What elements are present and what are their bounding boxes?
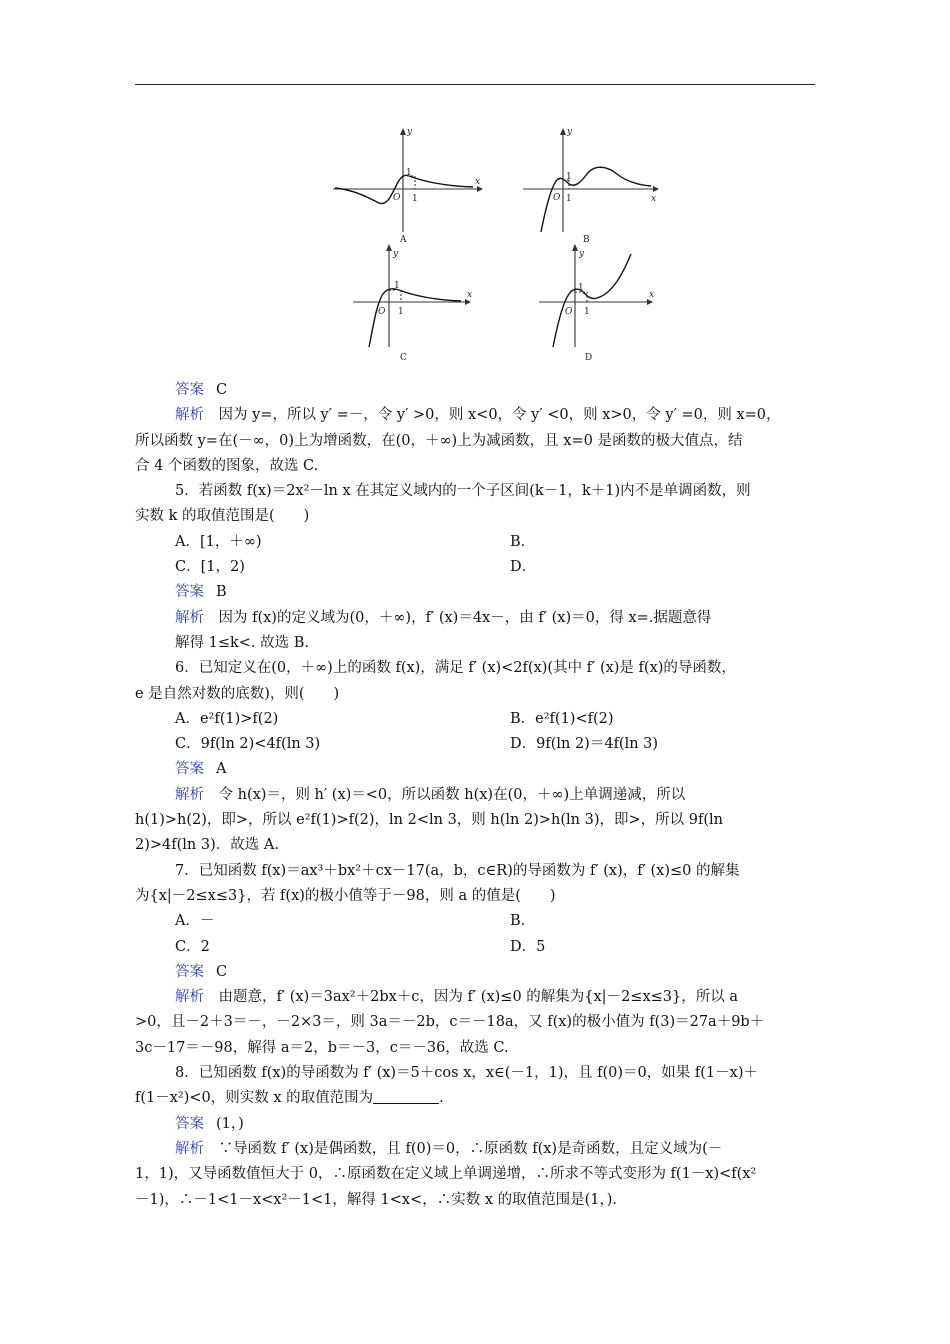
svg-text:y: y [407,127,413,137]
panel-c-label: C [400,353,407,363]
answer-blank[interactable] [373,1089,439,1104]
svg-text:O: O [378,307,386,317]
svg-text:1: 1 [566,194,572,204]
q8-answer: 答案 (1，) [175,1115,244,1132]
panel-a-label: A [400,235,407,245]
svg-text:1: 1 [398,307,404,317]
svg-text:1: 1 [412,194,418,204]
q6-options-row1: A．e²f(1)>f(2) B．e²f(1)<f(2) [175,710,614,727]
graph-panel-d [539,244,653,347]
q5-stem: 5．若函数 f(x)＝2x²－ln x 在其定义域内的一个子区间(k－1，k＋1)内不是单调函数，则 [175,483,751,500]
document-body: 答案 C 解析 因为 y=，所以 y′ =－，令 y′ >0，则 x<0，令 y′ <0，则 x>0，令 y′ =0，则 x=0， 所以函数 y=在(－∞，0)上为增函数，在(0，＋∞)上为减函数，且 x=0 是函数的极大值点，结 合 4 个函数的图象，故选 C. 5．若函数 f(x)＝2x²－ln x 在其定义域内的一个子区间(k－1，k＋1)内不是单调函数，则 实数 k 的取值范围是( ) A．[1，＋∞) B． C．[1，2) D． 答案 B 解析 因为 f(x)的定义域为(0，＋∞)，f′ (x)＝4x－，由 f′ (x)＝0，得 x=.据题意得 解得 1≤k<. 故选 B. 6．已知定义在(0，＋∞)上的函数 f(x)，满足 f′ (x)<2f(x)(其中 f′ (x)是 f(x)的导函数， e 是自然对数的底数)，则( ) A．e²f(1)>f(2) B．e²f(1)<f(2) C．9f(ln 2)<4f(ln 3) D．9f(ln 2)＝4f(ln 3) 答案 A 解析 令 h(x)＝，则 h′ (x)＝<0，所以函数 h(x)在(0，＋∞)上单调递减，所以 h(1)>h(2)，即>，所以 e²f(1)>f(2)，ln 2<ln 3，则 h(ln 2)>h(ln 3)，即>，所以 9f(ln 2)>4f(ln 3)．故选 A. 7．已知函数 f(x)＝ax³＋bx²＋cx－17(a，b，c∈R)的导函数为 f′ (x)，f′ (x)≤0 的解集 为{x|－2≤x≤3}，若 f(x)的极小值等于－98，则 a 的值是( ) A．－ B． C．2 D．5 答案 C 解析 由题意，f′ (x)＝3ax²＋2bx＋c，因为 f′ (x)≤0 的解集为{x|－2≤x≤3}，所以 a >0，且－2＋3＝－，－2×3＝，则 3a＝－2b，c＝－18a，又 f(x)的极小值为 f(3)＝27a＋9b＋ 3c－17＝－98，解得 a＝2，b＝－3，c＝－36，故选 C. 8．已知函数 f(x)的导函数为 f′ (x)＝5＋cos x，x∈(－1，1)，且 f(0)＝0，如果 f(1－x)＋ f(1－x²)<0，则实数 x 的取值范围为 . 答案 (1，) 解析 ∵导函数 f′ (x)是偶函数，且 f(0)＝0，∴原函数 f(x)是奇函数，且定义域为(－ 1，1)，又导函数值恒大于 0，∴原函数在定义域上单调递增，∴所求不等式变形为 f(1－x)<f(x² －1)，∴－1<1－x<x²－1<1，解得 1<x<，∴实数 x 的取值范围是(1，). [135,378,817,1213]
q8-analysis: 解析 ∵导函数 f′ (x)是偶函数，且 f(0)＝0，∴原函数 f(x)是奇函数，且定义域为(－ [175,1140,723,1157]
q7-answer: 答案 C [175,963,228,980]
svg-text:x: x [651,194,657,204]
svg-text:O: O [565,307,573,317]
q7-analysis: 解析 由题意，f′ (x)＝3ax²＋2bx＋c，因为 f′ (x)≤0 的解集为{x|－2≤x≤3}，所以 a [175,989,738,1006]
q5-options-row2: C．[1，2) D． [175,559,537,576]
function-graph-figure [325,122,665,372]
q6-analysis: 解析 令 h(x)＝，则 h′ (x)＝<0，所以函数 h(x)在(0，＋∞)上单调递减，所以 [175,786,686,803]
q7-stem: 7．已知函数 f(x)＝ax³＋bx²＋cx－17(a，b，c∈R)的导函数为 f′ (x)，f′ (x)≤0 的解集 [175,862,740,879]
q4-analysis: 解析 因为 y=，所以 y′ =－，令 y′ >0，则 x<0，令 y′ <0，则 x>0，令 y′ =0，则 x=0， [175,407,781,424]
graph-panel-a [333,128,483,232]
q5-options-row1: A．[1，＋∞) B． [175,533,536,550]
graph-panel-b [523,128,659,232]
q7-options-row2: C．2 D．5 [175,938,546,955]
svg-text:O: O [553,193,561,203]
svg-text:y: y [579,249,585,259]
svg-text:y: y [567,127,573,137]
svg-text:1: 1 [406,168,412,178]
svg-text:O: O [393,193,401,203]
panel-d-label: D [585,353,593,363]
svg-text:1: 1 [578,283,584,293]
svg-text:x: x [467,290,473,300]
header-rule [135,84,815,85]
panel-b-label: B [583,235,590,245]
q6-options-row2: C．9f(ln 2)<4f(ln 3) D．9f(ln 2)＝4f(ln 3) [175,736,659,753]
q4-answer: 答案 C [175,382,228,398]
svg-text:1: 1 [584,307,590,317]
svg-text:1: 1 [566,172,572,182]
q6-answer: 答案 A [175,761,227,778]
q5-answer: 答案 B [175,584,227,601]
svg-text:x: x [649,290,655,300]
q8-stem: 8．已知函数 f(x)的导函数为 f′ (x)＝5＋cos x，x∈(－1，1)，且 f(0)＝0，如果 f(1－x)＋ [175,1065,758,1082]
q7-options-row1: A．－ B． [175,913,536,930]
q8-stem-line2: f(1－x²)<0，则实数 x 的取值范围为 . [135,1090,444,1107]
q5-analysis: 解析 因为 f(x)的定义域为(0，＋∞)，f′ (x)＝4x－，由 f′ (x)＝0，得 x=.据题意得 [175,609,712,626]
svg-text:1: 1 [394,281,400,291]
q6-stem: 6．已知定义在(0，＋∞)上的函数 f(x)，满足 f′ (x)<2f(x)(其中 f′ (x)是 f(x)的导函数， [175,660,736,677]
svg-text:x: x [475,177,481,187]
svg-text:y: y [393,249,399,259]
graph-panel-c [353,244,471,347]
